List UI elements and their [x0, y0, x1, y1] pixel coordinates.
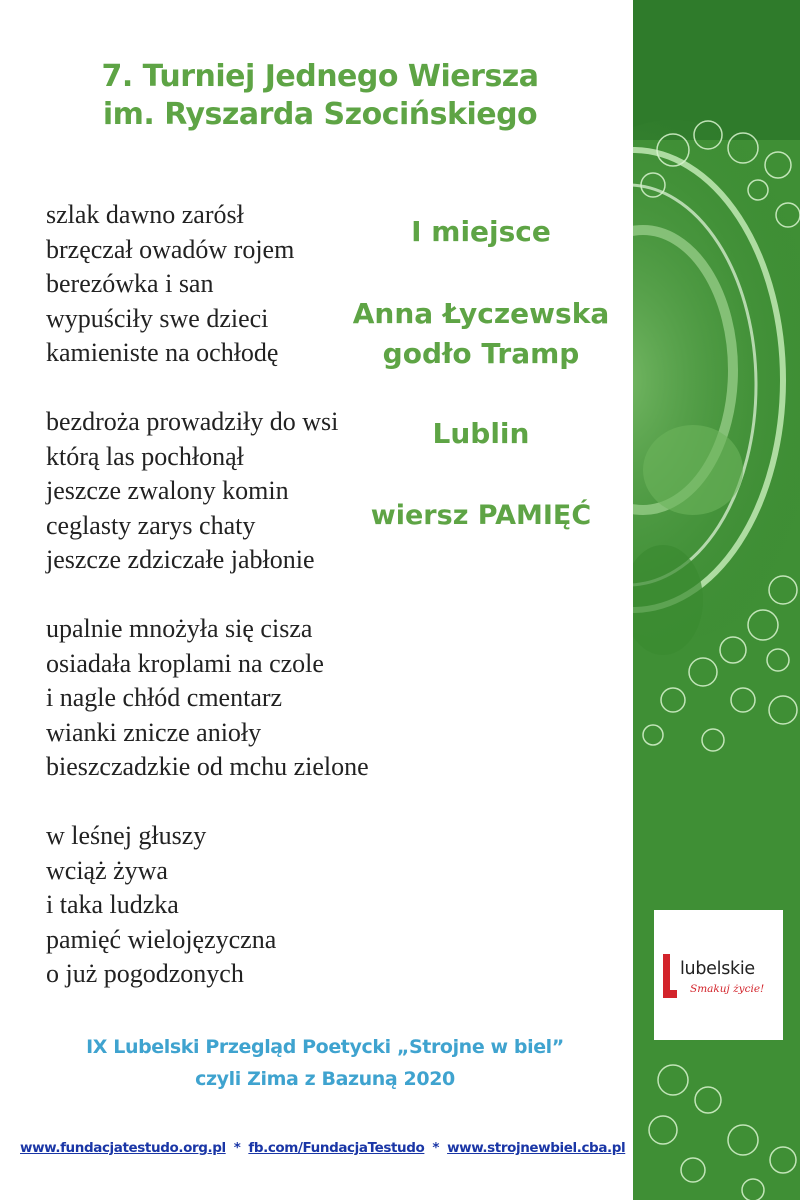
poem-line: o już pogodzonych [46, 959, 244, 988]
poem-line: wciąż żywa [46, 855, 168, 885]
poem-line: bezdroża prowadziły do wsi [46, 407, 339, 436]
poem-line: w leśnej głuszy [46, 821, 207, 850]
poem-line: wianki znicze anioły [46, 717, 262, 747]
poem-line: berezówka i san [46, 269, 214, 298]
poem-stanza-1 [46, 198, 369, 371]
poem-line: i taka ludzka [46, 890, 179, 919]
festival-website-link[interactable]: www.strojnewbiel.cba.pl [447, 1140, 626, 1156]
poem-line: osiadała kroplami na czole [46, 648, 324, 678]
event-line-1: IX Lubelski Przegląd Poetycki „Strojne w biel” [86, 1036, 564, 1058]
winner-name: Anna Łyczewska [352, 297, 610, 330]
event-line-2: czyli Zima z Bazuną 2020 [195, 1068, 455, 1090]
lubelskie-logo [654, 910, 783, 1040]
winner-motto: godło Tramp [382, 337, 580, 370]
logo-wordmark: lubelskie [680, 959, 755, 979]
poem-line: szlak dawno zarósł [46, 200, 244, 229]
title-line-1: 7. Turniej Jednego Wiersza [101, 59, 539, 94]
foundation-website-link[interactable]: www.fundacjatestudo.org.pl [20, 1140, 226, 1156]
poem-stanza-4 [46, 819, 369, 992]
title-line-2: im. Ryszarda Szocińskiego [102, 97, 538, 132]
footer-links [20, 1140, 626, 1156]
award-winner [351, 294, 611, 374]
facebook-link[interactable]: fb.com/FundacjaTestudo [248, 1140, 425, 1156]
poem-line: bieszczadzkie od mchu zielone [46, 752, 369, 781]
page-title [0, 58, 640, 134]
poem-title: wiersz PAMIĘĆ [370, 500, 592, 531]
event-title [0, 1031, 650, 1095]
poem-line: jeszcze zdziczałe jabłonie [46, 545, 315, 574]
poem-stanza-3 [46, 612, 369, 785]
poem-line: wypuściły swe dzieci [46, 303, 269, 333]
poem-line: którą las pochłonął [46, 441, 244, 471]
winner-city: Lublin [432, 417, 530, 450]
separator: * [233, 1140, 241, 1156]
logo-l-mark [663, 954, 677, 998]
poem-line: kamieniste na ochłodę [46, 338, 279, 367]
poem-line: pamięć wielojęzyczna [46, 924, 277, 954]
logo-slogan: Smakuj życie! [690, 983, 765, 995]
poem-line: i nagle chłód cmentarz [46, 683, 283, 712]
poem-line: jeszcze zwalony komin [46, 476, 289, 505]
poem-line: upalnie mnożyła się cisza [46, 614, 313, 643]
poem [46, 198, 369, 992]
poem-line: brzęczał owadów rojem [46, 234, 295, 264]
award-place: I miejsce [411, 215, 551, 248]
separator: * [432, 1140, 440, 1156]
poem-stanza-2 [46, 405, 369, 578]
poem-line: ceglasty zarys chaty [46, 510, 256, 540]
